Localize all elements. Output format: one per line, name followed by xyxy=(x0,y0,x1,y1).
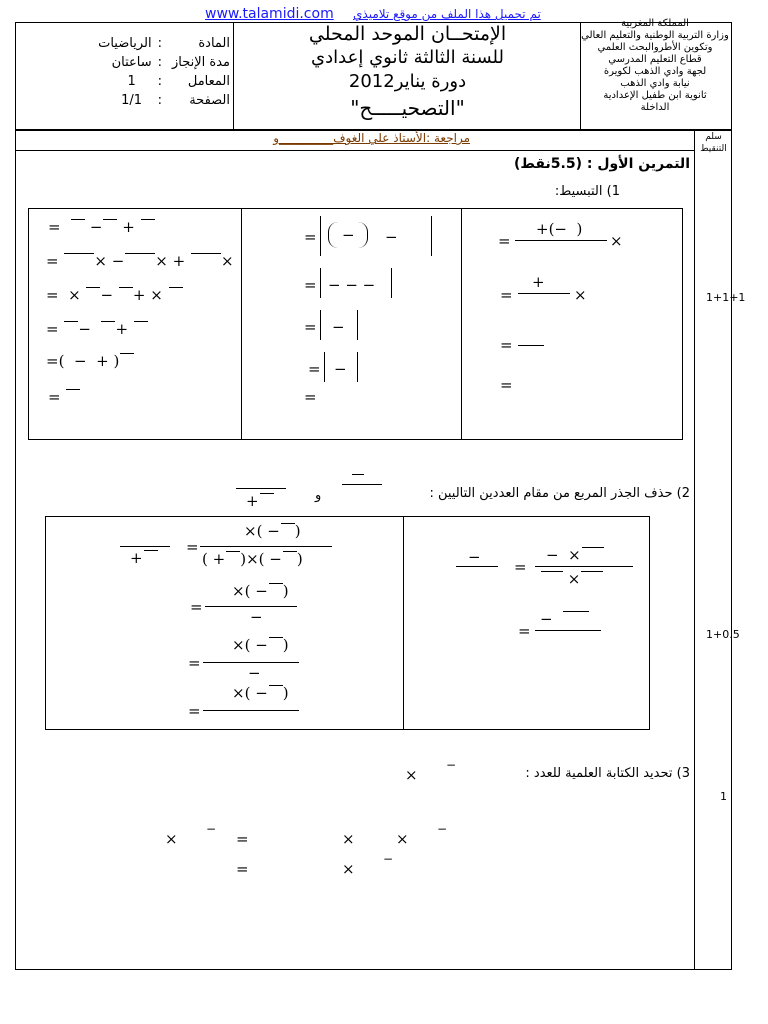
q2-label: 2) حذف الجذر المربع من مقام العددين التاليين : xyxy=(429,486,690,501)
info-row xyxy=(60,72,230,91)
sci-eq: = xyxy=(236,860,249,878)
header-divider-left xyxy=(233,22,234,130)
sci-times: × xyxy=(165,830,178,848)
b2l-num: ×( − ) xyxy=(232,684,289,702)
b2l-eq: = xyxy=(188,702,201,720)
ministry-line: ثانوية ابن طفيل الإعدادية xyxy=(603,90,707,101)
b2r-eq: = xyxy=(518,622,531,640)
b2l-num: ×( − ) xyxy=(244,522,301,540)
simp-c3-bar xyxy=(518,293,570,294)
simp-c2-minus: − xyxy=(385,228,398,246)
simp-c3-times: × xyxy=(574,286,587,304)
exercise-title: التمرين الأول : (5.5نقط) xyxy=(514,156,690,172)
info-colon: : xyxy=(157,93,162,108)
b2l-frac xyxy=(120,546,170,547)
b2l-den: + xyxy=(130,549,158,567)
q3-label: 3) تحديد الكتابة العلمية للعدد : xyxy=(525,766,690,781)
simp-c2-eq: = xyxy=(304,276,317,294)
b2r-minus: − xyxy=(468,548,481,566)
simp-c3-eq: = xyxy=(500,376,513,394)
info-value: 1/1 xyxy=(121,93,143,108)
q2-frac-b xyxy=(236,488,286,489)
simp-c1-line: = xyxy=(48,388,80,406)
site-url[interactable]: www.talamidi.com xyxy=(205,6,334,22)
b2r-frac xyxy=(535,630,601,631)
ministry-line: وزارة التربية الوطنية والتعليم العالي xyxy=(581,30,729,41)
grading-header: سلم التنقيط xyxy=(700,132,727,154)
sci-times: × xyxy=(342,860,355,878)
simp-col-divider xyxy=(461,208,462,440)
ministry-line: نيابة وادي الذهب xyxy=(620,78,690,89)
info-colon: : xyxy=(157,55,162,70)
b2l-num: ×( − ) xyxy=(232,636,289,654)
simp-c2-eq: = xyxy=(304,318,317,336)
exam-title-block xyxy=(240,22,575,122)
simp-col-divider xyxy=(241,208,242,440)
info-label: مدة الإنجاز xyxy=(171,55,230,70)
sci-minus: − xyxy=(206,822,217,836)
info-row xyxy=(60,91,230,110)
ministry-line: المملكة المغربية xyxy=(621,18,689,29)
sci-eq: = xyxy=(236,830,249,848)
simp-c3-num: + xyxy=(532,273,545,291)
exam-session: دورة يناير2012 xyxy=(348,71,467,92)
q3-minus: − xyxy=(446,758,457,772)
b2l-num: ×( − ) xyxy=(232,582,289,600)
b2l-frac xyxy=(200,546,332,547)
ministry-line: وتكوين الأطروالبحث العلمي xyxy=(597,42,713,53)
simp-c1-line: = − + xyxy=(46,320,148,338)
b2l-den: − xyxy=(250,608,263,626)
q1-label: 1) التبسيط: xyxy=(554,184,620,199)
info-colon: : xyxy=(157,36,162,51)
correction-label: "التصحيـــــح" xyxy=(350,96,465,120)
rationalize-divider xyxy=(403,516,404,730)
simp-c2-eq: = xyxy=(304,228,317,246)
ministry-line: الداخلة xyxy=(640,102,670,113)
simp-c2-minus: − xyxy=(332,318,345,336)
q2-frac-a xyxy=(342,484,382,485)
sci-minus: − xyxy=(437,822,448,836)
b2l-eq: = xyxy=(190,598,203,616)
simp-c3-bar xyxy=(518,345,544,346)
info-value: الرياضيات xyxy=(98,36,152,51)
simp-c2-minus: − xyxy=(334,360,347,378)
simp-c1-line: = − + xyxy=(48,218,155,236)
simp-c3-eq: = xyxy=(498,232,511,250)
reviewer-banner: مراجعة :الأستاذ علي الغوف_________و xyxy=(273,131,470,145)
info-label: المعامل xyxy=(187,74,230,89)
exam-title: الإمتحــان الموحد المحلي xyxy=(308,23,507,45)
b2r-eq: = xyxy=(514,558,527,576)
simp-c3-times: × xyxy=(610,232,623,250)
subject-info xyxy=(60,34,230,110)
info-row xyxy=(60,34,230,53)
b2l-den: − xyxy=(248,664,261,682)
sci-minus: − xyxy=(383,852,394,866)
banner-divider xyxy=(15,150,694,151)
sci-times: × xyxy=(342,830,355,848)
simp-c3-eq: = xyxy=(500,286,513,304)
b2l-den: ( + )×( − ) xyxy=(202,550,303,568)
b2l-eq: = xyxy=(186,538,199,556)
simp-c3-num: +(− ) xyxy=(536,220,583,238)
info-value: ساعتان xyxy=(111,55,152,70)
simp-c1-line: = × − × + × xyxy=(46,252,234,270)
site-banner-text[interactable]: تم تحميل هذا الملف من موقع تلاميذي xyxy=(353,7,541,21)
info-row xyxy=(60,53,230,72)
q2-frac-a-top xyxy=(352,474,364,475)
simp-c2-eq: = xyxy=(308,360,321,378)
info-value: 1 xyxy=(127,74,136,89)
simp-c3-bar xyxy=(515,240,607,241)
q2-frac-b-den: + xyxy=(246,492,274,510)
simp-c3-eq: = xyxy=(500,336,513,354)
score-q1: 1+1+1 xyxy=(706,291,746,304)
b2l-eq: = xyxy=(188,654,201,672)
exam-level: للسنة الثالثة ثانوي إعدادي xyxy=(311,47,504,68)
ministry-block xyxy=(580,18,730,114)
b2r-den: × xyxy=(540,570,603,588)
simp-c2-minus: − xyxy=(342,226,355,244)
score-q2: 1+0.5 xyxy=(706,628,740,641)
simp-c2-eq: = xyxy=(304,388,317,406)
b2r-frac xyxy=(535,566,633,567)
b2l-frac xyxy=(205,606,297,607)
score-column-divider xyxy=(694,130,695,970)
simp-c1-line: =( − + ) xyxy=(46,352,134,370)
simp-c1-line: = × − + × xyxy=(46,286,183,304)
info-label: الصفحة xyxy=(189,93,230,108)
ministry-line: لجهة وادي الذهب لكويرة xyxy=(603,66,707,77)
q3-times: × xyxy=(405,766,418,784)
ministry-line: قطاع التعليم المدرسي xyxy=(608,54,702,65)
info-label: المادة xyxy=(198,36,230,51)
b2r-num: − × xyxy=(546,546,604,564)
simp-c2-minus: − − − xyxy=(328,276,376,294)
info-colon: : xyxy=(157,74,162,89)
b2r-num: − xyxy=(540,610,589,628)
b2r-frac xyxy=(456,566,498,567)
b2l-frac xyxy=(203,662,299,663)
sci-times: × xyxy=(396,830,409,848)
b2l-frac xyxy=(203,710,299,711)
score-q3: 1 xyxy=(720,790,727,803)
q2-and: و xyxy=(315,488,322,503)
